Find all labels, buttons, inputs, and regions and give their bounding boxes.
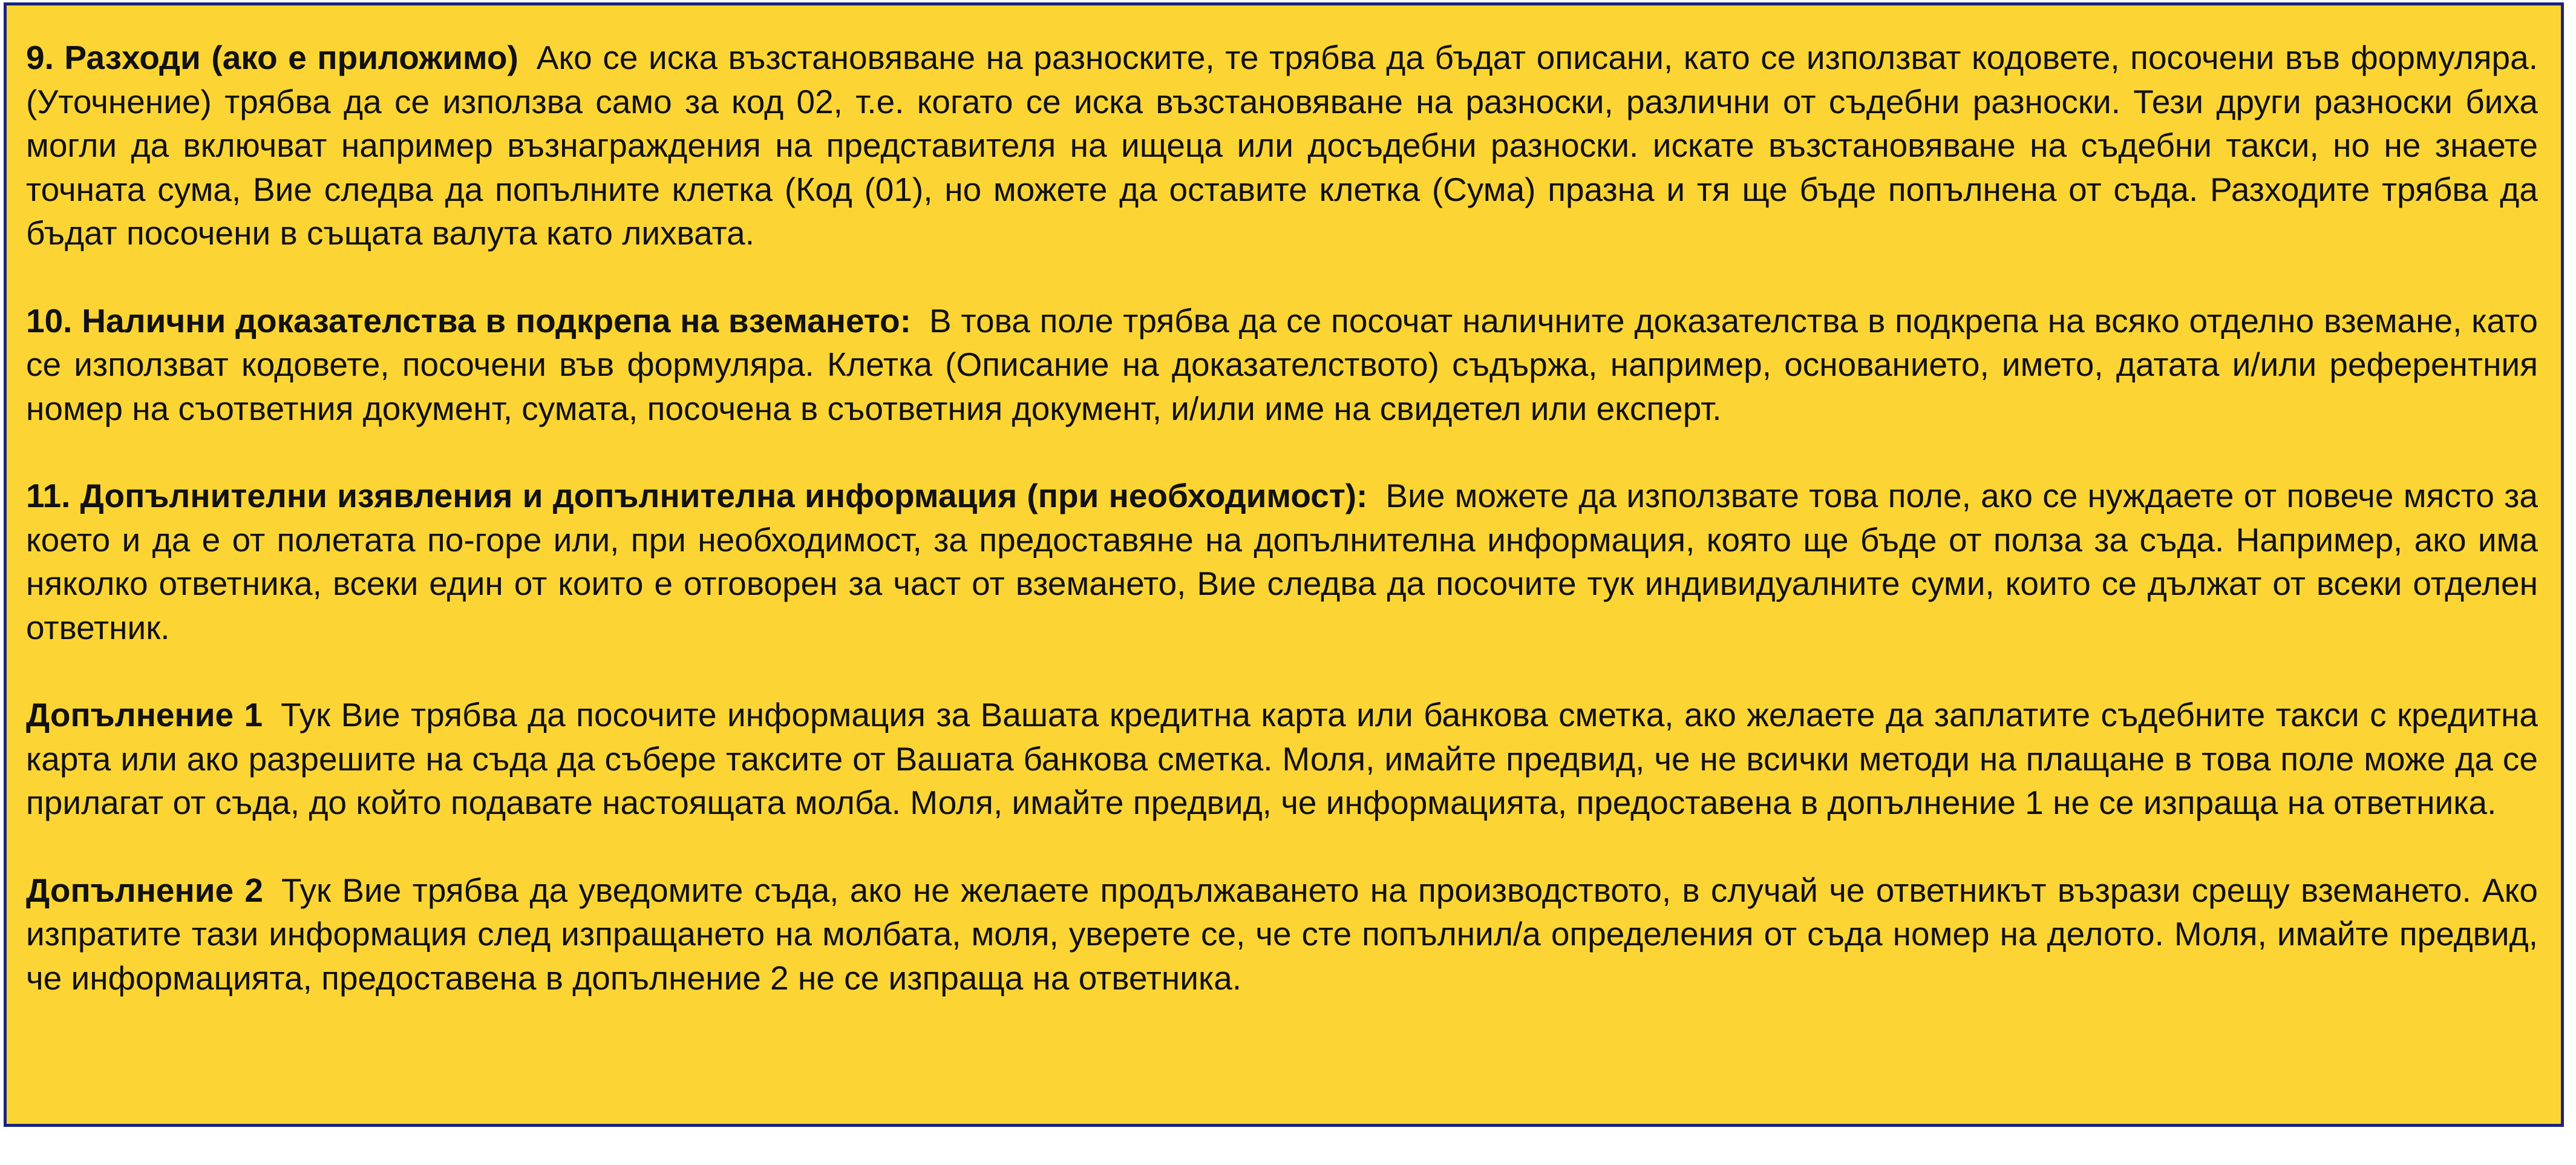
- section-heading: Допълнение 1: [26, 696, 263, 733]
- section-appendix-2: [26, 868, 2538, 1000]
- section-body: Ако се иска възстановяване на разноските, те трябва да бъдат описани, като се използват кодовете, посочени във формуляра. (Уточнение) трябва да се използва само за код 02, т.е. когато се иска възстановяване на разноски, различни от съдебни разноски. Тези други разноски биха могли да включват например възнаграждения на представителя на ищеца или досъдебни разноски. искате възстановяване на съдебни такси, но не знаете точната сума, Вие следва да попълните клетка (Код (01), но можете да оставите клетка (Сума) празна и тя ще бъде попълнена от съда. Разходите трябва да бъдат посочени в същата валута като лихвата.: [26, 39, 2538, 252]
- section-costs: [26, 36, 2538, 255]
- section-additional-statements: [26, 474, 2538, 649]
- section-heading: 11. Допълнителни изявления и допълнителна информация (при необходимост):: [26, 477, 1368, 514]
- section-evidence: [26, 299, 2538, 431]
- instructions-panel: [4, 2, 2564, 1127]
- section-body: В това поле трябва да се посочат наличните доказателства в подкрепа на всяко отделно вземане, като се използват кодовете, посочени във формуляра. Клетка (Описание на доказателството) съдържа, например, основанието, името, датата и/или референтния номер на съответния документ, сумата, посочена в съответния документ, и/или име на свидетел или експерт.: [26, 301, 2538, 427]
- section-body: Тук Вие трябва да посочите информация за Вашата кредитна карта или банкова сметка, ако желаете да заплатите съдебните такси с кредитна карта или ако разрешите на съда да събере таксите от Вашата банкова сметка. Моля, имайте предвид, че не всички методи на плащане в това поле може да се прилагат от съда, до който подавате настоящата молба. Моля, имайте предвид, че информацията, предоставена в допълнение 1 не се изпраща на ответника.: [26, 696, 2538, 821]
- section-body: Вие можете да използвате това поле, ако се нуждаете от повече място за което и да е от полетата по-горе или, при необходимост, за предоставяне на допълнителна информация, която ще бъде от полза за съда. Например, ако има няколко ответника, всеки един от които е отговорен за част от вземането, Вие следва да посочите тук индивидуалните суми, които се дължат от всеки отделен ответник.: [26, 477, 2538, 646]
- section-heading: 10. Налични доказателства в подкрепа на вземането:: [26, 301, 911, 340]
- section-heading: Допълнение 2: [26, 871, 263, 909]
- section-body: Тук Вие трябва да уведомите съда, ако не желаете продължаването на производството, в случай че ответникът възрази срещу вземането. Ако изпратите тази информация след изпращането на молбата, моля, уверете се, че сте попълнил/а определения от съда номер на делото. Моля, имайте предвид, че информацията, предоставена в допълнение 2 не се изпраща на ответника.: [26, 871, 2538, 997]
- section-appendix-1: [26, 693, 2538, 825]
- section-heading: 9. Разходи (ако е приложимо): [26, 39, 518, 76]
